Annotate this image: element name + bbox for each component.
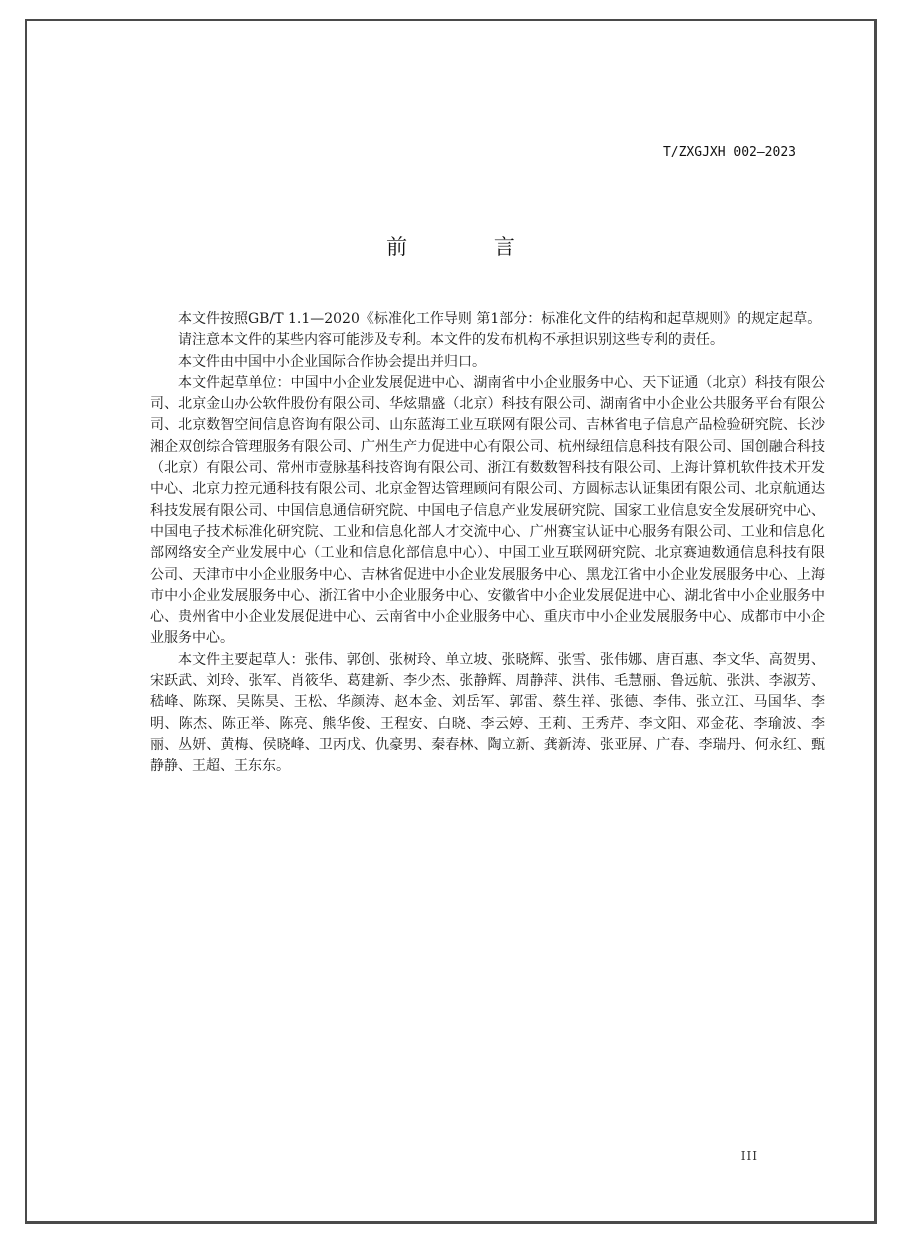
standard-code: T/ZXGJXH 002—2023 [662,145,796,160]
paragraph-patent-notice: 请注意本文件的某些内容可能涉及专利。本文件的发布机构不承担识别这些专利的责任。 [178,332,724,349]
page-title: 前 言 [386,235,555,259]
paragraph-drafters: 本文件主要起草人：张伟、郭创、张树玲、单立坡、张晓辉、张雪、张伟娜、唐百惠、李文华、高贺男、宋跃武、刘玲、张军、肖筱华、葛建新、李少杰、张静辉、周静萍、洪伟、毛慧丽、鲁远航、张洪、李淑芳、嵇峰、陈琛、吴陈昊、王松、华颜涛、赵本金、刘岳军、郭雷、蔡生祥、张德、李伟、张立江、马国华、李明、陈杰、陈正举、陈亮、熊华俊、王程安、白晓、李云婷、王莉、王秀芹、李文阳、邓金花、李瑜波、李丽、丛妍、黄梅、侯晓峰、卫丙戊、仇豪男、秦春林、陶立新、龚新涛、张亚屏、广春、李瑞丹、何永红、甄静静、王超、王东东。 [150,651,825,775]
foreword-body [150,309,825,778]
document-page [25,19,877,1224]
paragraph-proposer: 本文件由中国中小企业国际合作协会提出并归口。 [178,353,486,370]
page-number: III [740,1149,758,1163]
paragraph-drafting-basis: 本文件按照GB/T 1.1—2020《标准化工作导则 第1部分：标准化文件的结构和起草规则》的规定起草。 [178,311,822,327]
paragraph-drafting-units: 本文件起草单位：中国中小企业发展促进中心、湖南省中小企业服务中心、天下证通（北京）科技有限公司、北京金山办公软件股份有限公司、华炫鼎盛（北京）科技有限公司、湖南省中小企业公共服务平台有限公司、北京数智空间信息咨询有限公司、山东蓝海工业互联网有限公司、吉林省电子信息产品检验研究院、长沙湘企双创综合管理服务有限公司、广州生产力促进中心有限公司、杭州绿纽信息科技有限公司、国创融合科技（北京）有限公司、常州市壹脉基科技咨询有限公司、浙江有数数智科技有限公司、上海计算机软件技术开发中心、北京力控元通科技有限公司、北京金智达管理顾问有限公司、方圆标志认证集团有限公司、北京航通达科技发展有限公司、中国信息通信研究院、中国电子信息产业发展研究院、国家工业信息安全发展研究中心、中国电子技术标准化研究院、工业和信息化部人才交流中心、广州赛宝认证中心服务有限公司、工业和信息化部网络安全产业发展中心（工业和信息化部信息中心）、中国工业互联网研究院、北京赛迪数通信息科技有限公司、天津市中小企业服务中心、吉林省促进中小企业发展服务中心、黑龙江省中小企业发展服务中心、上海市中小企业发展服务中心、浙江省中小企业服务中心、安徽省中小企业发展促进中心、湖北省中小企业服务中心、贵州省中小企业发展促进中心、云南省中小企业服务中心、重庆市中小企业发展服务中心、成都市中小企业服务中心。 [150,374,825,647]
